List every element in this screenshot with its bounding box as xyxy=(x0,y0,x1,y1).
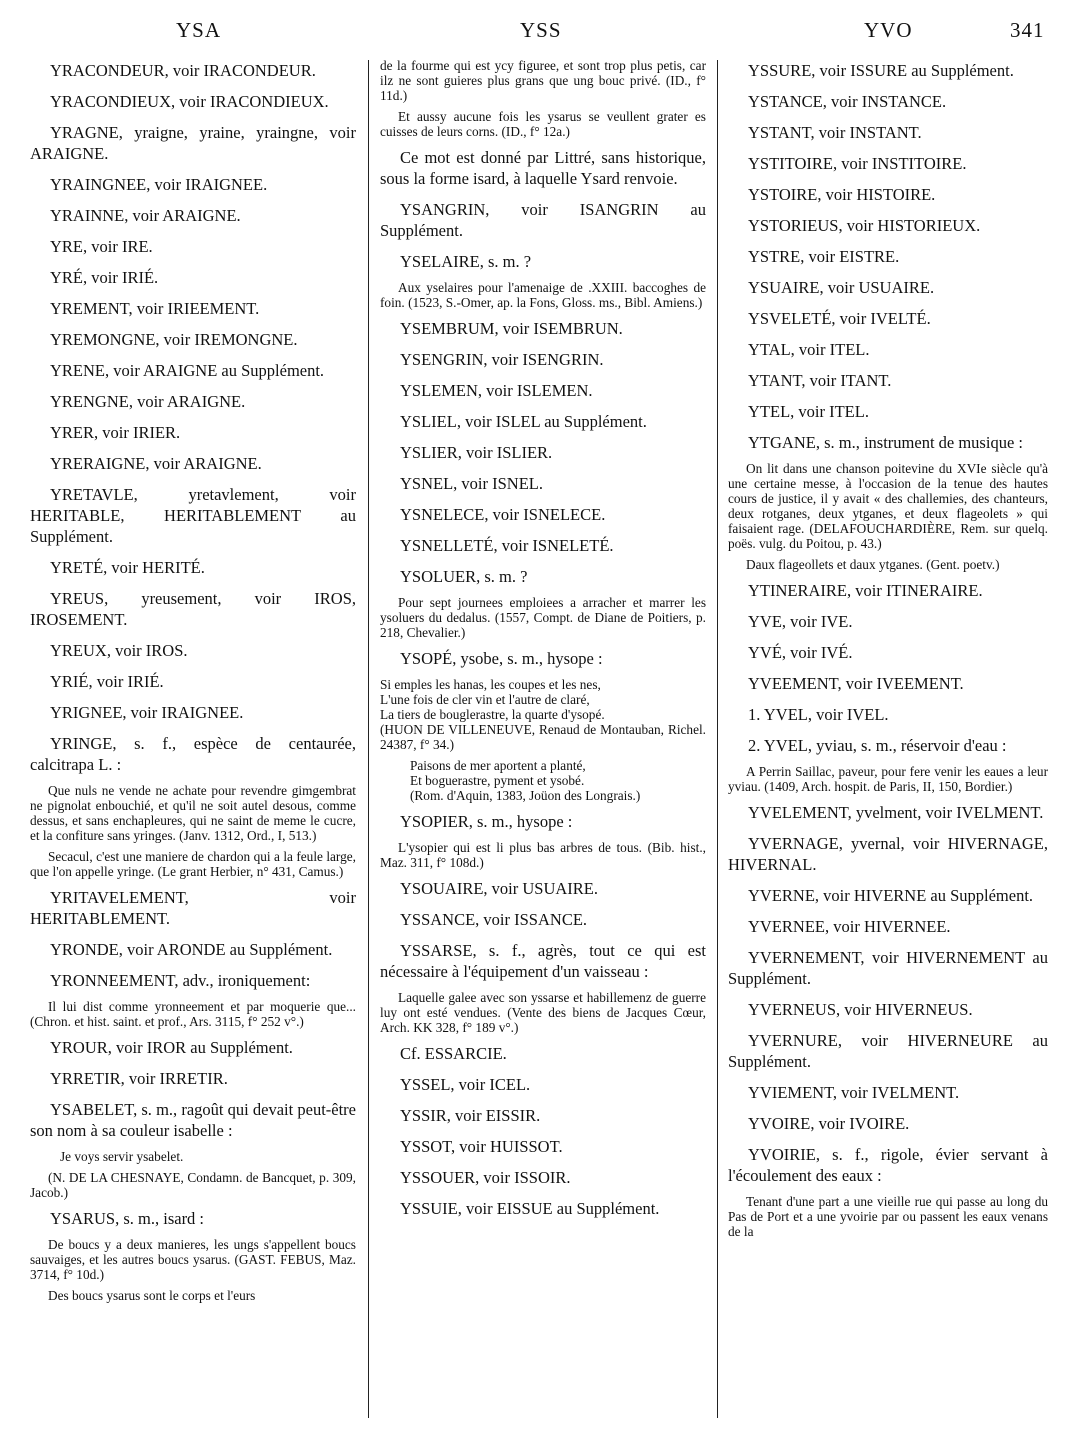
dictionary-entry: YVERNEMENT, voir HIVERNEMENT au Supplément. xyxy=(728,948,1048,988)
dictionary-entry: YVE, voir IVE. xyxy=(748,612,853,631)
dictionary-entry: YSVELETÉ, voir IVELTÉ. xyxy=(748,309,931,328)
dictionary-entry: YSOLUER, s. m. ? xyxy=(400,567,528,586)
citation: de la fourme qui est ycy figuree, et sont trop plus petis, car ilz ne sont guieres plus grans que ung bouc privé. (ID., f° 11d.) xyxy=(380,60,706,103)
dictionary-entry: YRERAIGNE, voir ARAIGNE. xyxy=(50,454,262,473)
dictionary-entry: YSTANT, voir INSTANT. xyxy=(748,123,922,142)
dictionary-entry: YVOIRE, voir IVOIRE. xyxy=(748,1114,910,1133)
running-head-right: YVO xyxy=(864,18,913,42)
dictionary-entry: YSLIEL, voir ISLEL au Supplément. xyxy=(400,412,647,431)
column-rule-2 xyxy=(717,60,718,1418)
dictionary-entry: YSNEL, voir ISNEL. xyxy=(400,474,543,493)
dictionary-entry: YSSEL, voir ICEL. xyxy=(400,1075,531,1094)
dictionary-entry: YREUX, voir IROS. xyxy=(50,641,188,660)
running-head-left: YSA xyxy=(176,18,222,42)
dictionary-entry: YVERNE, voir HIVERNE au Supplément. xyxy=(748,886,1034,905)
citation: Tenant d'une part a une vieille rue qui passe au long du Pas de Port et a une yvoirie par ou passent les eaux venans de la xyxy=(728,1194,1048,1239)
dictionary-entry: 2. YVEL, yviau, s. m., réservoir d'eau : xyxy=(748,736,1007,755)
dictionary-entry: YRAINNE, voir ARAIGNE. xyxy=(50,206,241,225)
commentary: Ce mot est donné par Littré, sans historique, sous la forme isard, à laquelle Ysard renvoie. xyxy=(380,148,706,188)
citation: (N. DE LA CHESNAYE, Condamn. de Bancquet, p. 309, Jacob.) xyxy=(30,1170,356,1200)
citation: L'ysopier qui est li plus bas arbres de tous. (Bib. hist., Maz. 311, f° 108d.) xyxy=(380,840,706,870)
dictionary-entry: YRONNEEMENT, adv., ironiquement: xyxy=(50,971,311,990)
dictionary-entry: YSENGRIN, voir ISENGRIN. xyxy=(400,350,604,369)
verse-citation: Je voys servir ysabelet. xyxy=(60,1149,184,1164)
dictionary-entry: YRITAVELEMENT, voir HERITABLEMENT. xyxy=(30,888,356,928)
dictionary-entry: YRETÉ, voir HERITÉ. xyxy=(50,558,205,577)
dictionary-entry: YSOPÉ, ysobe, s. m., hysope : xyxy=(400,649,603,668)
dictionary-entry: YSABELET, s. m., ragoût qui devait peut-être son nom à sa couleur isabelle : xyxy=(30,1100,356,1140)
dictionary-entry: YSNELLETÉ, voir ISNELETÉ. xyxy=(400,536,614,555)
dictionary-entry: YSELAIRE, s. m. ? xyxy=(400,252,532,271)
citation: On lit dans une chanson poitevine du XVIe siècle qu'à une certaine messe, à l'occasion de la tenue des hautes cours de justice, il y avait « des challemies, des chanteurs, deux rotganes, deux ytganes, et deux flageolets » qui faisaient rage. (DELAFOUCHARDIÈRE, Rem. sur quelq. poës. vulg. du Poitou, p. 43.) xyxy=(728,461,1048,551)
dictionary-entry: YRINGE, s. f., espèce de centaurée, calcitrapa L. : xyxy=(30,734,356,774)
citation: Aux yselaires pour l'amenaige de .XXIII. baccoghes de foin. (1523, S.-Omer, ap. la Fons, Gloss. ms., Bibl. Amiens.) xyxy=(380,280,706,310)
citation: Que nuls ne vende ne achate pour revendre gimgembrat ne pignolat enbouchié, et qu'il ne soit autel desous, comme dessus, et sans enchapleures, qui ne saint de meme le cucre, et la confiture sans yringes. (Janv. 1312, Ord., I, 513.) xyxy=(30,783,356,843)
dictionary-entry: YRACONDEUR, voir IRACONDEUR. xyxy=(50,61,316,80)
page-header xyxy=(0,18,1078,50)
dictionary-entry: YSTRE, voir EISTRE. xyxy=(748,247,900,266)
dictionary-entry: YSSOT, voir HUISSOT. xyxy=(400,1137,563,1156)
page-number: 341 xyxy=(1010,18,1045,42)
dictionary-entry: YRACONDIEUX, voir IRACONDIEUX. xyxy=(50,92,329,111)
dictionary-entry: YTINERAIRE, voir ITINERAIRE. xyxy=(748,581,983,600)
dictionary-entry: YVERNAGE, yvernal, voir HIVERNAGE, HIVERNAL. xyxy=(728,834,1048,874)
dictionary-entry: YSARUS, s. m., isard : xyxy=(50,1209,205,1228)
citation: Daux flageollets et daux ytganes. (Gent. poetv.) xyxy=(746,557,1000,572)
dictionary-entry: YVERNURE, voir HIVERNEURE au Supplément. xyxy=(728,1031,1048,1071)
dictionary-entry: YSSANCE, voir ISSANCE. xyxy=(400,910,588,929)
dictionary-entry: YREMENT, voir IRIEEMENT. xyxy=(50,299,260,318)
citation: Il lui dist comme yronneement et par moquerie que... (Chron. et hist. saint. et prof., Ars. 3115, f° 252 v°.) xyxy=(30,999,356,1029)
dictionary-entry: YTAL, voir ITEL. xyxy=(748,340,870,359)
citation: Secacul, c'est une maniere de chardon qui a la feule large, que l'on appelle yringe. (Le grant Herbier, n° 431, Camus.) xyxy=(30,849,356,879)
dictionary-entry: YVIEMENT, voir IVELMENT. xyxy=(748,1083,960,1102)
dictionary-entry: YSSURE, voir ISSURE au Supplément. xyxy=(748,61,1014,80)
dictionary-entry: YTANT, voir ITANT. xyxy=(748,371,892,390)
dictionary-entry: YSTITOIRE, voir INSTITOIRE. xyxy=(748,154,967,173)
dictionary-entry: YRIÉ, voir IRIÉ. xyxy=(50,672,164,691)
dictionary-entry: YSTANCE, voir INSTANCE. xyxy=(748,92,947,111)
dictionary-entry: YSTOIRE, voir HISTOIRE. xyxy=(748,185,936,204)
dictionary-entry: YREMONGNE, voir IREMONGNE. xyxy=(50,330,298,349)
citation: De boucs y a deux manieres, les ungs s'appellent boucs sauvaiges, et les autres boucs ysarus. (GAST. FEBUS, Maz. 3714, f° 10d.) xyxy=(30,1237,356,1282)
dictionary-entry: YREUS, yreusement, voir IROS, IROSEMENT. xyxy=(30,589,356,629)
citation: Et aussy aucune fois les ysarus se veullent grater es cuisses de leurs corns. (ID., f° 12a.) xyxy=(380,109,706,139)
dictionary-entry: YSLIER, voir ISLIER. xyxy=(400,443,553,462)
dictionary-entry: YRAGNE, yraigne, yraine, yraingne, voir ARAIGNE. xyxy=(30,123,356,163)
dictionary-entry: YSNELECE, voir ISNELECE. xyxy=(400,505,606,524)
dictionary-entry: YSOPIER, s. m., hysope : xyxy=(400,812,573,831)
dictionary-entry: YVELEMENT, yvelment, voir IVELMENT. xyxy=(748,803,1044,822)
citation: Laquelle galee avec son yssarse et habillemenz de guerre luy ont esté vendues. (Vente des biens de Jacques Cœur, Arch. KK 328, f° 189 v°.) xyxy=(380,990,706,1035)
dictionary-entry: YRÉ, voir IRIÉ. xyxy=(50,268,159,287)
dictionary-entry: YVEEMENT, voir IVEEMENT. xyxy=(748,674,964,693)
dictionary-entry: YSTORIEUS, voir HISTORIEUX. xyxy=(748,216,981,235)
dictionary-entry: YVERNEUS, voir HIVERNEUS. xyxy=(748,1000,973,1019)
dictionary-entry: YRRETIR, voir IRRETIR. xyxy=(50,1069,228,1088)
commentary: Cf. ESSARCIE. xyxy=(400,1044,507,1063)
citation: Pour sept journees emploiees a arracher et marrer les ysoluers du dedalus. (1557, Compt. de Diane de Poitiers, p. 218, Chevalier.) xyxy=(380,595,706,640)
dictionary-entry: YRE, voir IRE. xyxy=(50,237,153,256)
verse-citation: Si emples les hanas, les coupes et les nes, L'une fois de cler vin et l'autre de claré, La tiers de bouglerastre, la quarte d'ysopé. (HUON DE VILLENEUVE, Renaud de Montauban, Richel. 24387, f° 34.) xyxy=(380,677,706,752)
dictionary-entry: YSSARSE, s. f., agrès, tout ce qui est nécessaire à l'équipement d'un vaisseau : xyxy=(380,941,706,981)
dictionary-entry: YRONDE, voir ARONDE au Supplément. xyxy=(50,940,333,959)
dictionary-entry: 1. YVEL, voir IVEL. xyxy=(748,705,889,724)
dictionary-entry: YVÉ, voir IVÉ. xyxy=(748,643,853,662)
dictionary-entry: YSUAIRE, voir USUAIRE. xyxy=(748,278,935,297)
dictionary-entry: YRIGNEE, voir IRAIGNEE. xyxy=(50,703,244,722)
verse-citation: Paisons de mer aportent a planté, Et boguerastre, pyment et ysobé. (Rom. d'Aquin, 1383, Joüon des Longrais.) xyxy=(410,758,641,803)
dictionary-entry: YRETAVLE, yretavlement, voir HERITABLE, HERITABLEMENT au Supplément. xyxy=(30,485,356,546)
dictionary-entry: YROUR, voir IROR au Supplément. xyxy=(50,1038,293,1057)
dictionary-entry: YSEMBRUM, voir ISEMBRUN. xyxy=(400,319,623,338)
dictionary-entry: YTGANE, s. m., instrument de musique : xyxy=(748,433,1023,452)
citation: A Perrin Saillac, paveur, pour fere venir les eaues a leur yviau. (1409, Arch. hospit. de Paris, II, 150, Bordier.) xyxy=(728,764,1048,794)
dictionary-entry: YSSOUER, voir ISSOIR. xyxy=(400,1168,571,1187)
column-3 xyxy=(728,60,1048,1432)
dictionary-entry: YSANGRIN, voir ISANGRIN au Supplément. xyxy=(380,200,706,240)
dictionary-entry: YSSIR, voir EISSIR. xyxy=(400,1106,541,1125)
dictionary-entry: YRENE, voir ARAIGNE au Supplément. xyxy=(50,361,325,380)
dictionary-entry: YVOIRIE, s. f., rigole, évier servant à l'écoulement des eaux : xyxy=(728,1145,1048,1185)
column-2 xyxy=(380,60,706,1432)
dictionary-entry: YRENGNE, voir ARAIGNE. xyxy=(50,392,246,411)
running-head-center: YSS xyxy=(520,18,562,42)
dictionary-entry: YRER, voir IRIER. xyxy=(50,423,181,442)
dictionary-entry: YSOUAIRE, voir USUAIRE. xyxy=(400,879,598,898)
dictionary-entry: YSSUIE, voir EISSUE au Supplément. xyxy=(400,1199,660,1218)
citation: Des boucs ysarus sont le corps et l'eurs xyxy=(48,1288,256,1303)
dictionary-entry: YVERNEE, voir HIVERNEE. xyxy=(748,917,951,936)
dictionary-entry: YTEL, voir ITEL. xyxy=(748,402,869,421)
dictionary-entry: YRAINGNEE, voir IRAIGNEE. xyxy=(50,175,268,194)
dictionary-entry: YSLEMEN, voir ISLEMEN. xyxy=(400,381,593,400)
column-rule-1 xyxy=(368,60,369,1418)
column-1 xyxy=(30,60,356,1432)
